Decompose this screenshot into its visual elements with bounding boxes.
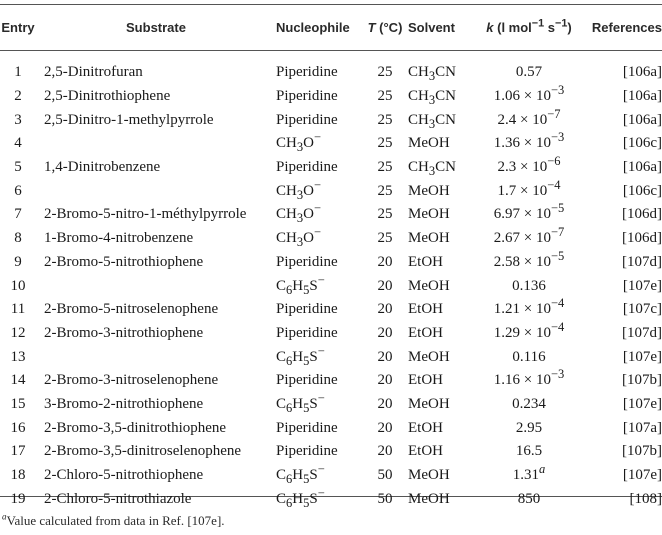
table-body — [0, 49, 662, 511]
table-row — [0, 85, 662, 109]
temperature-cell: 25 — [377, 111, 393, 128]
table-row — [0, 369, 662, 393]
substrate-cell: 2-Chloro-5-nitrothiophene — [44, 467, 204, 484]
temperature-cell: 25 — [377, 88, 393, 105]
rate-constant-cell: 0.136 — [512, 277, 546, 294]
rate-constant-cell: $6.97 \times 10^{-5}$ — [493, 201, 565, 223]
entry-cell: 18 — [10, 467, 26, 484]
nucleophile-cell: $C_6H_5S^-$ — [276, 390, 325, 415]
rate-constant-cell: $1.36 \times 10^{-3}$ — [493, 130, 565, 152]
kinetics-table — [0, 6, 662, 511]
k-unit-end: ) — [567, 20, 572, 35]
entry-cell: 6 — [14, 182, 22, 199]
substrate-cell: 2-Bromo-5-nitroselenophene — [44, 301, 219, 318]
solvent-cell: $CH_3CN$ — [408, 64, 456, 84]
substrate-cell: 1-Bromo-4-nitrobenzene — [44, 230, 194, 247]
solvent-cell: $CH_3CN$ — [408, 111, 456, 131]
entry-cell: 11 — [10, 301, 26, 318]
entry-cell: 8 — [14, 230, 22, 247]
table-row — [0, 274, 662, 298]
rate-constant-cell: 850 — [517, 490, 541, 507]
substrate-cell: 2-Bromo-3-nitroselenophene — [44, 372, 219, 389]
temperature-cell: 50 — [377, 467, 393, 484]
entry-cell: 15 — [10, 395, 26, 412]
nucleophile-cell: $C_6H_5S^-$ — [276, 343, 325, 368]
rate-constant-cell: $2.67 \times 10^{-7}$ — [493, 225, 565, 247]
substrate-cell: 2-Chloro-5-nitrothiazole — [44, 490, 192, 507]
nucleophile-cell: Piperidine — [276, 419, 338, 436]
k-unit: (l mol — [493, 20, 532, 35]
solvent-cell: MeOH — [408, 348, 450, 365]
rate-constant-cell: 0.57 — [515, 64, 543, 81]
rate-constant-cell: $1.7 \times 10^{-4}$ — [497, 177, 561, 199]
reference-cell: [106d] — [622, 230, 662, 247]
temperature-cell: 20 — [377, 443, 393, 460]
header-substrate: Substrate — [126, 20, 186, 35]
reference-cell: [107b] — [622, 372, 662, 389]
table-row — [0, 251, 662, 275]
rate-constant-cell: 1.31$^a$ — [512, 462, 546, 484]
reference-cell: [106a] — [622, 159, 662, 176]
reference-cell: [107e] — [622, 395, 662, 412]
substrate-cell: 2-Bromo-5-nitrothiophene — [44, 253, 204, 270]
solvent-cell: EtOH — [408, 372, 443, 389]
reference-cell: [107b] — [622, 443, 662, 460]
table-row — [0, 487, 662, 511]
entry-cell: 13 — [10, 348, 26, 365]
table-row — [0, 345, 662, 369]
reference-cell: [107a] — [622, 419, 662, 436]
table-row — [0, 49, 662, 85]
substrate-cell: 2-Bromo-3,5-dinitrothiophene — [44, 419, 227, 436]
temp-unit: (°C) — [375, 20, 403, 35]
temperature-cell: 20 — [377, 277, 393, 294]
footnote-text: Value calculated from data in Ref. [107e]. — [6, 513, 225, 528]
header-nucleophile: Nucleophile — [276, 20, 350, 35]
table-row — [0, 416, 662, 440]
solvent-cell: EtOH — [408, 324, 443, 341]
table-footnote — [2, 513, 225, 529]
reference-cell: [106a] — [622, 88, 662, 105]
reference-cell: [106c] — [622, 135, 662, 152]
header-references: References — [591, 20, 662, 35]
nucleophile-cell: Piperidine — [276, 88, 338, 105]
nucleophile-cell: $C_6H_5S^-$ — [276, 462, 325, 487]
temperature-cell: 20 — [377, 372, 393, 389]
entry-cell: 7 — [14, 206, 22, 223]
table-row — [0, 464, 662, 488]
rate-constant-cell: $2.3 \times 10^{-6}$ — [497, 154, 561, 176]
reference-cell: [107e] — [622, 348, 662, 365]
substrate-cell: 2-Bromo-3,5-dinitroselenophene — [44, 443, 242, 460]
temperature-cell: 25 — [377, 206, 393, 223]
temperature-cell: 20 — [377, 324, 393, 341]
reference-cell: [107c] — [622, 301, 662, 318]
table-row — [0, 322, 662, 346]
rate-constant-cell: $1.29 \times 10^{-4}$ — [493, 319, 565, 341]
reference-cell: [108] — [629, 490, 662, 507]
solvent-cell: $CH_3CN$ — [408, 159, 456, 179]
k-unit-exp1: −1 — [531, 17, 545, 30]
reference-cell: [107d] — [622, 253, 662, 270]
nucleophile-cell: Piperidine — [276, 443, 338, 460]
substrate-cell: 2-Bromo-3-nitrothiophene — [44, 324, 204, 341]
substrate-cell: 3-Bromo-2-nitrothiophene — [44, 395, 204, 412]
solvent-cell: MeOH — [408, 490, 450, 507]
temperature-cell: 20 — [377, 395, 393, 412]
table-row — [0, 440, 662, 464]
temperature-cell: 25 — [377, 135, 393, 152]
reference-cell: [106a] — [622, 111, 662, 128]
temperature-cell: 20 — [377, 348, 393, 365]
entry-cell: 16 — [10, 419, 26, 436]
nucleophile-cell: $CH_3O^-$ — [276, 130, 321, 155]
solvent-cell: EtOH — [408, 443, 443, 460]
nucleophile-cell: Piperidine — [276, 64, 338, 81]
entry-cell: 14 — [10, 372, 26, 389]
entry-cell: 10 — [10, 277, 26, 294]
solvent-cell: MeOH — [408, 230, 450, 247]
temperature-cell: 25 — [377, 230, 393, 247]
table-row — [0, 179, 662, 203]
temperature-cell: 50 — [377, 490, 393, 507]
table-row — [0, 203, 662, 227]
nucleophile-cell: $CH_3O^-$ — [276, 225, 321, 250]
nucleophile-cell: Piperidine — [276, 253, 338, 270]
substrate-cell: 1,4-Dinitrobenzene — [44, 159, 161, 176]
rate-constant-cell: 2.95 — [515, 419, 543, 436]
reference-cell: [107e] — [622, 277, 662, 294]
table-row — [0, 298, 662, 322]
temperature-cell: 25 — [377, 64, 393, 81]
rate-constant-cell: $1.16 \times 10^{-3}$ — [493, 367, 565, 389]
entry-cell: 12 — [10, 324, 26, 341]
table-row — [0, 156, 662, 180]
nucleophile-cell: $C_6H_5S^-$ — [276, 272, 325, 297]
rate-constant-cell: 0.234 — [512, 395, 546, 412]
nucleophile-cell: Piperidine — [276, 324, 338, 341]
substrate-cell — [36, 179, 276, 203]
substrate-cell — [36, 345, 276, 369]
table-row — [0, 393, 662, 417]
nucleophile-cell: Piperidine — [276, 111, 338, 128]
rate-constant-cell: $1.21 \times 10^{-4}$ — [493, 296, 565, 318]
nucleophile-cell: Piperidine — [276, 301, 338, 318]
header-row — [0, 6, 662, 49]
temperature-cell: 25 — [377, 182, 393, 199]
table-row — [0, 227, 662, 251]
solvent-cell: EtOH — [408, 253, 443, 270]
entry-cell: 1 — [14, 64, 22, 81]
temperature-cell: 20 — [377, 419, 393, 436]
solvent-cell: MeOH — [408, 182, 450, 199]
nucleophile-cell: $C_6H_5S^-$ — [276, 485, 325, 510]
footnote-marker: a — [2, 511, 7, 522]
solvent-cell: MeOH — [408, 135, 450, 152]
substrate-cell: 2,5-Dinitrofuran — [44, 64, 143, 81]
reference-cell: [106a] — [622, 64, 662, 81]
substrate-cell: 2-Bromo-5-nitro-1-méthylpyrrole — [44, 206, 247, 223]
entry-cell: 19 — [10, 490, 26, 507]
substrate-cell: 2,5-Dinitro-1-methylpyrrole — [44, 111, 214, 128]
rate-constant-cell: 16.5 — [515, 443, 543, 460]
entry-cell: 3 — [14, 111, 22, 128]
reference-cell: [107e] — [622, 467, 662, 484]
table-row — [0, 132, 662, 156]
solvent-cell: MeOH — [408, 277, 450, 294]
entry-cell: 5 — [14, 159, 22, 176]
header-entry: Entry — [1, 20, 35, 35]
header-rate-constant — [474, 6, 584, 49]
solvent-cell: MeOH — [408, 467, 450, 484]
reference-cell: [106d] — [622, 206, 662, 223]
entry-cell: 4 — [14, 135, 22, 152]
substrate-cell — [36, 132, 276, 156]
rate-constant-cell: $1.06 \times 10^{-3}$ — [493, 83, 565, 105]
rate-constant-cell: $2.58 \times 10^{-5}$ — [493, 248, 565, 270]
temp-symbol: T — [367, 20, 376, 35]
nucleophile-cell: $CH_3O^-$ — [276, 201, 321, 226]
solvent-cell: EtOH — [408, 301, 443, 318]
rate-constant-cell: $2.4 \times 10^{-7}$ — [497, 106, 561, 128]
substrate-cell — [36, 274, 276, 298]
entry-cell: 2 — [14, 88, 22, 105]
k-unit-exp2: −1 — [555, 17, 568, 30]
table-row — [0, 108, 662, 132]
temperature-cell: 20 — [377, 301, 393, 318]
header-solvent: Solvent — [408, 20, 455, 35]
solvent-cell: MeOH — [408, 395, 450, 412]
rate-constant-cell: 0.116 — [512, 348, 546, 365]
entry-cell: 9 — [14, 253, 22, 270]
substrate-cell: 2,5-Dinitrothiophene — [44, 88, 171, 105]
nucleophile-cell: Piperidine — [276, 372, 338, 389]
temperature-cell: 25 — [377, 159, 393, 176]
k-symbol: k — [486, 20, 494, 35]
solvent-cell: EtOH — [408, 419, 443, 436]
reference-cell: [107d] — [622, 324, 662, 341]
reference-cell: [106c] — [622, 182, 662, 199]
solvent-cell: $CH_3CN$ — [408, 88, 456, 108]
k-unit-mid: s — [544, 20, 555, 35]
header-temperature — [362, 6, 408, 49]
top-rule — [0, 4, 662, 5]
entry-cell: 17 — [10, 443, 26, 460]
nucleophile-cell: Piperidine — [276, 159, 338, 176]
temperature-cell: 20 — [377, 253, 393, 270]
nucleophile-cell: $CH_3O^-$ — [276, 177, 321, 202]
solvent-cell: MeOH — [408, 206, 450, 223]
